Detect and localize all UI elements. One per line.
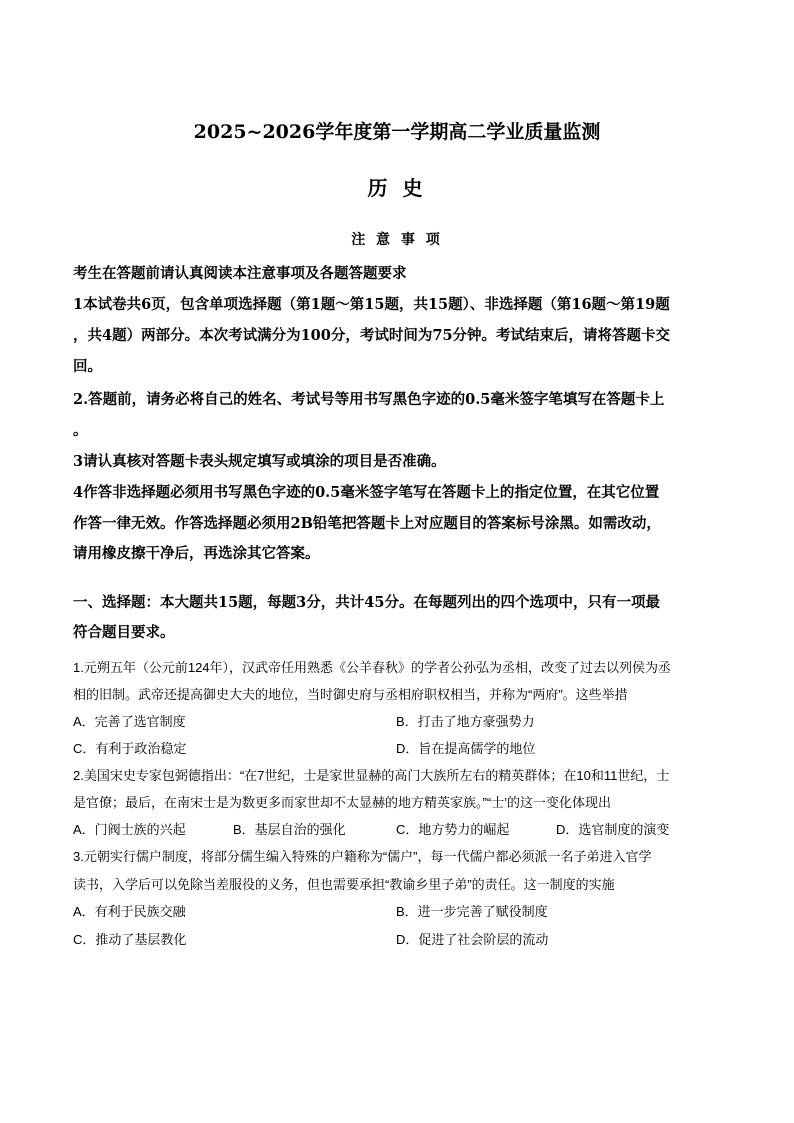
section-heading-line-1: 一、选择题：本大题共15题，每题3分，共计45分。在每题列出的四个选项中，只有一项最	[73, 594, 660, 611]
question-3-stem-line-2: 读书，入学后可以免除当差服役的义务，但也需要承担“教谕乡里子弟”的责任。这一制度的实施	[73, 877, 615, 892]
question-3-stem-line-1: 3.元朝实行儒户制度，将部分儒生编入特殊的户籍称为“儒户”，每一代儒户都必须派一名子弟进入官学	[73, 849, 652, 864]
notice-item-4-line-1: 4作答非选择题必须用书写黑色字迹的0.5毫米签字笔写在答题卡上的指定位置，在其它位置	[73, 484, 660, 501]
notice-item-1-line-2: ，共4题）两部分。本次考试满分为100分，考试时间为75分钟。考试结束后，请将答题卡交	[73, 327, 671, 344]
question-3-option-c: C．推动了基层教化	[73, 932, 187, 947]
section-heading-line-2: 符合题目要求。	[73, 624, 175, 641]
notice-item-2-line-2: 。	[73, 422, 88, 439]
notice-item-3: 3请认真核对答题卡表头规定填写或填涂的项目是否准确。	[73, 453, 446, 470]
question-2-stem-line-1: 2.美国宋史专家包弼德指出：“在7世纪，士是家世显赫的高门大族所左右的精英群体；在10和11世纪，士	[73, 768, 670, 783]
notice-item-4-line-2: 作答一律无效。作答选择题必须用2B铅笔把答题卡上对应题目的答案标号涂黑。如需改动，	[73, 515, 661, 532]
question-1-stem-line-1: 1.元朔五年（公元前124年），汉武帝任用熟悉《公羊春秋》的学者公孙弘为丞相，改变了过去以列侯为丞	[73, 660, 672, 675]
notice-item-1-line-1: 1本试卷共6页，包含单项选择题（第1题～第15题，共15题）、非选择题（第16题～第19题	[73, 296, 670, 313]
question-2-option-b: B．基层自治的强化	[233, 822, 346, 837]
notice-item-4-line-3: 请用橡皮擦干净后，再选涂其它答案。	[73, 545, 320, 562]
question-3-option-b: B．进一步完善了赋役制度	[396, 904, 548, 919]
notice-item-2-line-1: 2.答题前，请务必将自己的姓名、考试号等用书写黑色字迹的0.5毫米签字笔填写在答题卡上	[73, 391, 665, 408]
question-1-option-a: A．完善了选官制度	[73, 714, 186, 729]
notice-item-1-line-3: 回。	[73, 358, 102, 375]
notice-heading: 注 意 事 项	[351, 232, 443, 248]
subject-title: 历 史	[367, 176, 427, 200]
question-1-option-c: C．有利于政治稳定	[73, 741, 187, 756]
question-1-stem-line-2: 相的旧制。武帝还提高御史大夫的地位，当时御史府与丞相府职权相当，并称为“两府”。这些举措	[73, 687, 628, 702]
question-2-option-a: A．门阀士族的兴起	[73, 822, 186, 837]
question-2-stem-line-2: 是官僚；最后，在南宋士是为数更多而家世却不太显赫的地方精英家族。”“士’的这一变化体现出	[73, 795, 612, 810]
question-3-option-a: A．有利于民族交融	[73, 904, 186, 919]
exam-title: 2025~2026学年度第一学期高二学业质量监测	[193, 121, 601, 143]
question-1-option-b: B．打击了地方豪强势力	[396, 714, 535, 729]
question-2-option-d: D．选官制度的演变	[556, 822, 670, 837]
question-1-option-d: D．旨在提高儒学的地位	[396, 741, 536, 756]
question-2-option-c: C．地方势力的崛起	[396, 822, 510, 837]
question-3-option-d: D．促进了社会阶层的流动	[396, 932, 549, 947]
notice-intro: 考生在答题前请认真阅读本注意事项及各题答题要求	[73, 265, 407, 282]
